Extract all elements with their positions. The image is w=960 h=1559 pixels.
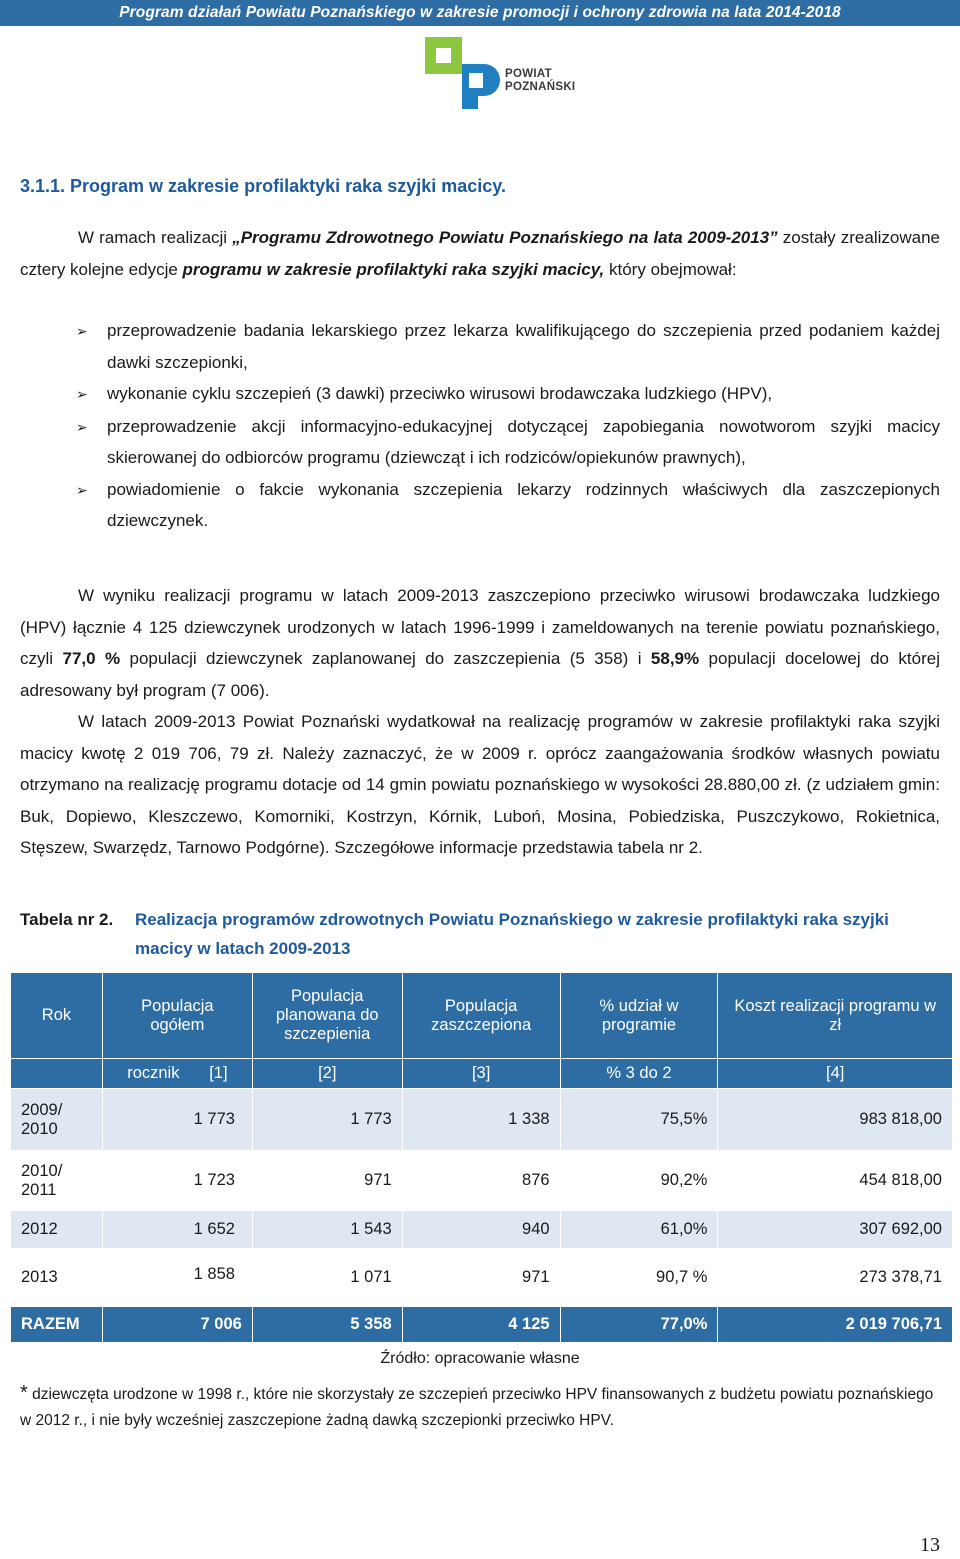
list-item xyxy=(76,378,940,411)
list-item-text: przeprowadzenie badania lekarskiego przez lekarza kwalifikującego do szczepienia przed podaniem każdej dawki szczepionki, xyxy=(107,321,940,372)
arrow-bullet-icon: ➢ xyxy=(76,418,88,435)
subheader-rocnik xyxy=(102,1059,252,1089)
intro-program-name: „Programu Zdrowotnego Powiatu Poznańskiego na lata 2009-2013” xyxy=(232,228,778,247)
table-caption xyxy=(20,905,950,963)
cell-rok: 2010/ 2011 xyxy=(11,1151,103,1211)
footnote-mark: * xyxy=(20,1382,28,1404)
total-c1: 7 006 xyxy=(102,1307,252,1343)
table-caption-text: Realizacja programów zdrowotnych Powiatu Poznańskiego w zakresie profilaktyki raka szyjki macicy w latach 2009-2013 xyxy=(135,910,889,958)
cell-population-planned: 1 543 xyxy=(252,1211,402,1249)
cell-population-total: 1 652 xyxy=(193,1220,235,1238)
total-cost: 2 019 706,71 xyxy=(718,1307,953,1343)
cell-pct: 90,7 % xyxy=(560,1249,718,1307)
intro-text-1: W ramach realizacji xyxy=(78,228,233,247)
cell-population-planned: 1 773 xyxy=(252,1089,402,1151)
list-item-text: powiadomienie o fakcie wykonania szczepienia lekarzy rodzinnych właściwych dla zaszczepionych dziewczynek. xyxy=(107,479,940,530)
total-c3: 4 125 xyxy=(402,1307,560,1343)
subheader-1: [1] xyxy=(209,1064,228,1082)
cell-rok: 2009/ 2010 xyxy=(11,1089,103,1151)
results-text-3: populacji docelowej do której adresowany był program (7 006). xyxy=(20,649,940,700)
list-item xyxy=(76,474,940,537)
cell-population-planned: 1 071 xyxy=(252,1249,402,1307)
cell-population-vaccinated: 1 338 xyxy=(402,1089,560,1151)
logo-line-1: POWIAT xyxy=(505,68,552,80)
cell-pct: 61,0% xyxy=(560,1211,718,1249)
list-item xyxy=(76,411,940,474)
cell-rocnik xyxy=(102,1249,252,1307)
intro-paragraph xyxy=(20,222,940,285)
subheader-2: [3] xyxy=(402,1059,560,1089)
cell-rok: 2012 xyxy=(11,1211,103,1249)
intro-text-3: który obejmował: xyxy=(604,259,737,279)
table-total-row xyxy=(11,1307,953,1343)
cell-rocnik xyxy=(102,1211,252,1249)
cell-population-total: 1 773 xyxy=(193,1110,235,1128)
cell-cost: 273 378,71 xyxy=(718,1249,953,1307)
arrow-bullet-icon: ➢ xyxy=(76,481,88,498)
footnote xyxy=(20,1380,940,1434)
bullet-list xyxy=(76,315,940,537)
cell-population-total: 1 858 xyxy=(193,1264,235,1283)
table-row xyxy=(11,1211,953,1249)
results-text-1: W wyniku realizacji programu w latach 2009-2013 zaszczepiono przeciwko wirusowi brodawczaka ludzkiego (HPV) łącznie 4 125 dziewczynek urodzonych w latach 1996-1999 i zameldowanych na terenie powiatu poznańskiego, czyli xyxy=(20,586,940,668)
header-title: Program działań Powiatu Poznańskiego w zakresie promocji i ochrony zdrowia na lata 2014-2018 xyxy=(119,4,841,21)
arrow-bullet-icon: ➢ xyxy=(76,386,88,402)
cell-population-total: 1 723 xyxy=(193,1171,235,1189)
table-row xyxy=(11,1151,953,1211)
list-item xyxy=(76,315,940,378)
table-header-row xyxy=(11,973,953,1059)
cell-cost: 454 818,00 xyxy=(718,1151,953,1211)
cell-cost: 307 692,00 xyxy=(718,1211,953,1249)
results-text-2: populacji dziewczynek zaplanowanej do zaszczepienia (5 358) i xyxy=(120,649,651,668)
document-header xyxy=(0,0,960,26)
list-item-text: przeprowadzenie akcji informacyjno-edukacyjnej dotyczącej zapobiegania nowotworom szyjki macicy skierowanej do odbiorców programu (dziewcząt i ich rodziców/opiekunów prawnych), xyxy=(107,416,940,467)
table-subheader-row xyxy=(11,1059,953,1089)
results-paragraph xyxy=(20,580,940,706)
cell-rocnik xyxy=(102,1151,252,1211)
results-pct-planned: 77,0 % xyxy=(62,649,121,668)
table-row xyxy=(11,1249,953,1307)
subheader-rocnik: rocznik xyxy=(127,1064,180,1082)
cell-pct: 90,2% xyxy=(560,1151,718,1211)
footnote-text: dziewczęta urodzone w 1998 r., które nie skorzystały ze szczepień przeciwko HPV finansowanych z budżetu powiatu poznańskiego w 2012 r., i nie były wcześniej zaszczepione żadną dawką szczepionki przeciwko HPV. xyxy=(20,1386,934,1429)
cell-population-vaccinated: 940 xyxy=(402,1211,560,1249)
cell-population-vaccinated: 876 xyxy=(402,1151,560,1211)
header-participation: % udział w programie xyxy=(560,973,718,1059)
logo-wordmark xyxy=(505,68,575,94)
subheader-1: [2] xyxy=(252,1059,402,1089)
table-source: Źródło: opracowanie własne xyxy=(380,1350,580,1367)
cell-pct: 75,5% xyxy=(560,1089,718,1151)
arrow-bullet-icon: ➢ xyxy=(76,323,88,339)
list-item-text: wykonanie cyklu szczepień (3 dawki) przeciwko wirusowi brodawczaka ludzkiego (HPV), xyxy=(107,384,773,403)
total-c2: 5 358 xyxy=(252,1307,402,1343)
header-population-vaccinated: Populacja zaszczepiona xyxy=(402,973,560,1059)
vaccination-table xyxy=(10,972,953,1343)
subheader-4: [4] xyxy=(718,1059,953,1089)
results-section xyxy=(20,580,940,864)
cell-rok: 2013 xyxy=(11,1249,103,1307)
table-caption-label: Tabela nr 2. xyxy=(20,910,114,929)
total-label: RAZEM xyxy=(11,1307,103,1343)
header-cost: Koszt realizacji programu w zł xyxy=(718,973,953,1059)
table-row xyxy=(11,1089,953,1151)
page-number: 13 xyxy=(920,1534,940,1556)
subheader-3: % 3 do 2 xyxy=(560,1059,718,1089)
header-population-total: Populacja ogółem xyxy=(102,973,252,1059)
cell-rocnik xyxy=(102,1089,252,1151)
section-title: 3.1.1. Program w zakresie profilaktyki raka szyjki macicy. xyxy=(20,176,506,196)
cell-population-planned: 971 xyxy=(252,1151,402,1211)
results-pct-target: 58,9% xyxy=(650,649,700,668)
funding-paragraph: W latach 2009-2013 Powiat Poznański wydatkował na realizację programów w zakresie profilaktyki raka szyjki macicy kwotę 2 019 706, 79 zł. Należy zaznaczyć, że w 2009 r. oprócz zaangażowania środków własnych powiatu otrzymano na realizację programu dotacje od 14 gmin powiatu poznańskiego w wysokości 28.880,00 zł. (z udziałem gmin: Buk, Dopiewo, Kleszczewo, Komorniki, Kostrzyn, Kórnik, Luboń, Mosina, Pobiedziska, Puszczykowo, Rokietnica, Stęszew, Swarzędz, Tarnowo Podgórne). Szczegółowe informacje przedstawia tabela nr 2. xyxy=(20,712,940,857)
intro-program-scope: programu w zakresie profilaktyki raka szyjki macicy, xyxy=(182,259,605,279)
subheader-empty xyxy=(11,1059,103,1089)
header-population-planned: Populacja planowana do szczepienia xyxy=(252,973,402,1059)
header-rok: Rok xyxy=(11,973,103,1059)
intro-text-2: zostały zrealizowane cztery kolejne edycje xyxy=(20,228,940,279)
logo-line-2: POZNAŃSKI xyxy=(505,81,576,93)
cell-cost: 983 818,00 xyxy=(718,1089,953,1151)
total-pct: 77,0% xyxy=(560,1307,718,1343)
cell-population-vaccinated: 971 xyxy=(402,1249,560,1307)
